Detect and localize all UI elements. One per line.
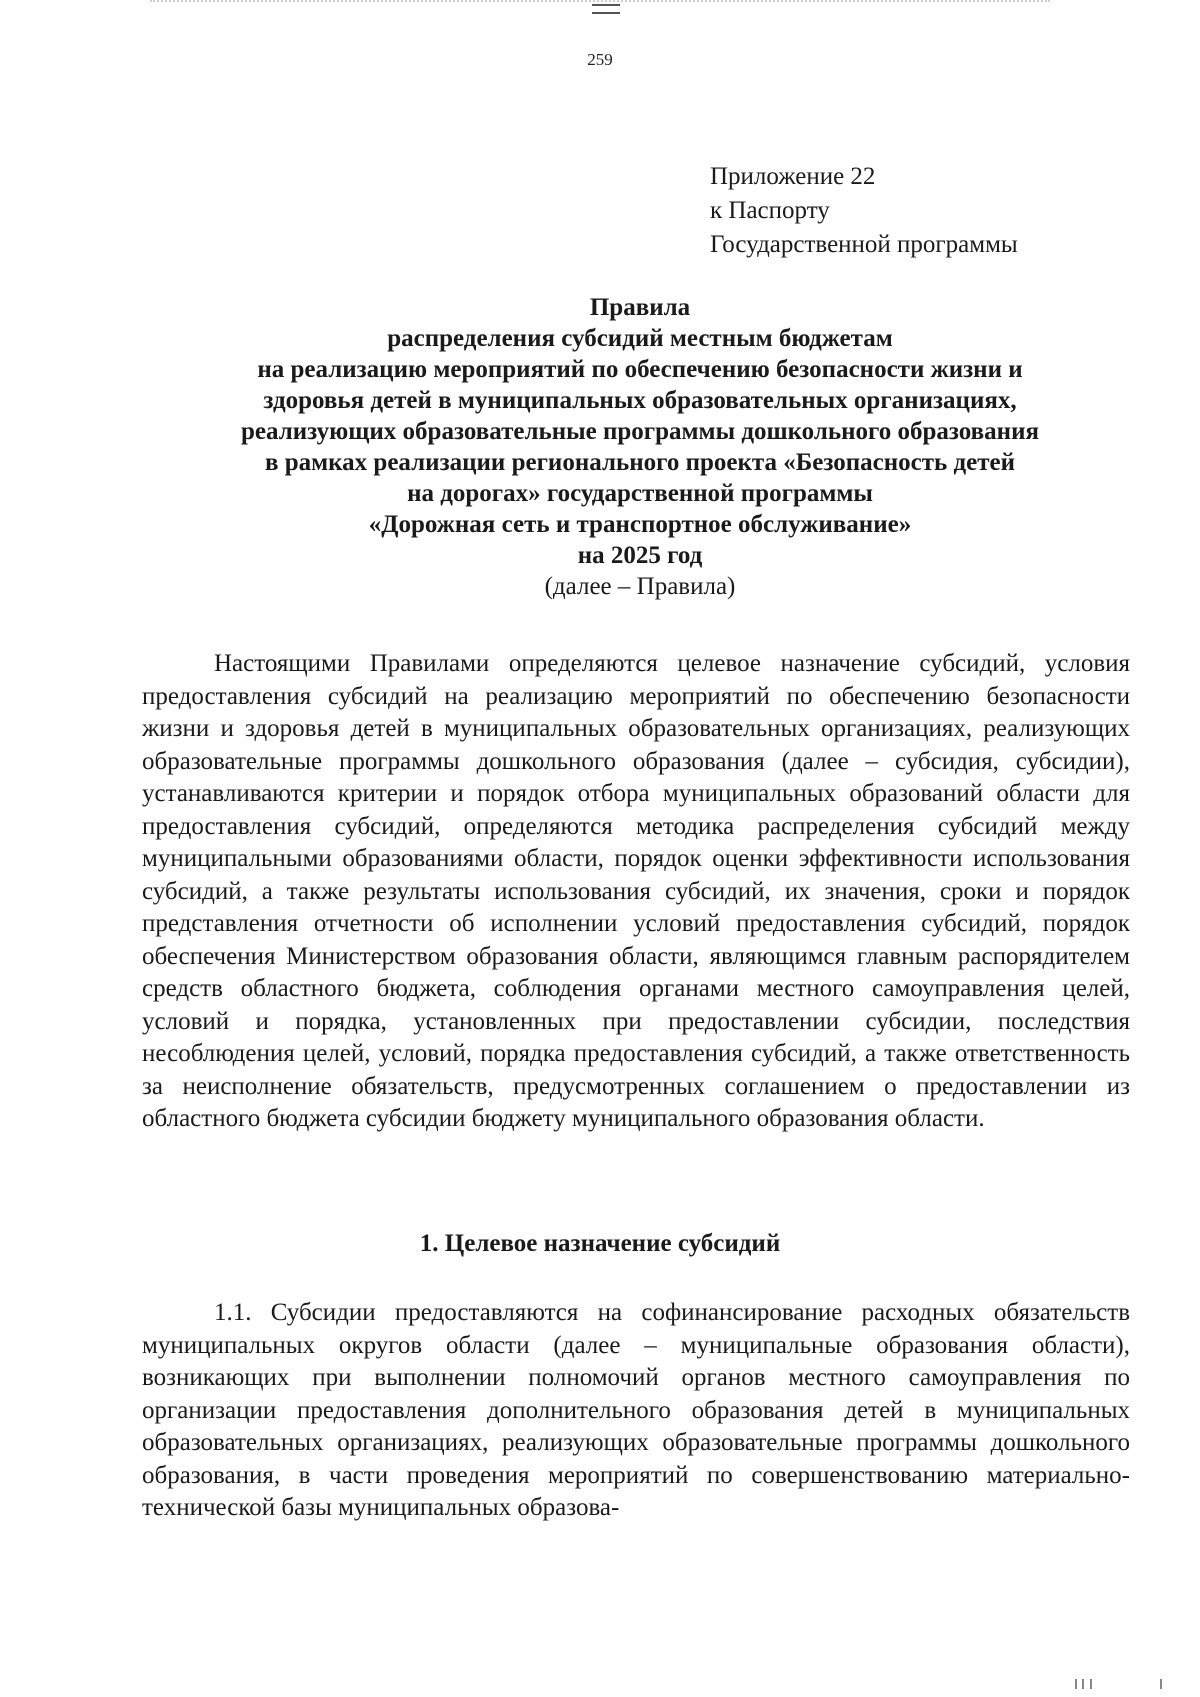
- scan-mark: [592, 4, 620, 14]
- intro-paragraph: Настоящими Правилами определяются целевое назначение субсидий, условия предоставления субсидий на реализацию мероприятий по обеспечению безопасности жизни и здоровья детей в муниципальных образовательных организациях, реализующих образовательные программы дошкольного образования (далее – субсидия, субсидии), устанавливаются критерии и порядок отбора муниципальных образований области для предоставления субсидий, определяются методика распределения субсидий между муниципальными образованиями области, порядок оценки эффективности использования субсидий, а также результаты использования субсидий, их значения, сроки и порядок представления отчетности об исполнении условий предоставления субсидий, порядок обеспечения Министерством образования области, являющимся главным распорядителем средств областного бюджета, соблюдения органами местного самоуправления целей, условий и порядка, установленных при предоставлении субсидии, последствия несоблюдения целей, условий, порядка предоставления субсидий, а также ответственность за неисполнение обязательств, предусмотренных соглашением о предоставлении из областного бюджета субсидии бюджету муниципального образования области.: [142, 650, 1130, 1132]
- appendix-line: к Паспорту: [710, 197, 830, 224]
- title-heading: Правила: [589, 294, 691, 321]
- title-line: в рамках реализации регионального проекта «Безопасность детей: [264, 449, 1016, 476]
- clause-1-1: 1.1. Субсидии предоставляются на софинансирование расходных обязательств муниципальных округов области (далее – муниципальные образования области), возникающих при выполнении полномочий органов местного самоуправления по организации предоставления дополнительного образования детей в муниципальных образовательных организациях, реализующих образовательные программы дошкольного образования, в части проведения мероприятий по совершенствованию материально-технической базы муниципальных образова-: [142, 1299, 1130, 1521]
- document-title: [200, 292, 1080, 602]
- appendix-line: Государственной программы: [710, 231, 1018, 258]
- section-heading: 1. Целевое назначение субсидий: [419, 1230, 781, 1257]
- title-line: на реализацию мероприятий по обеспечению безопасности жизни и: [257, 356, 1023, 383]
- scan-tick: [1075, 1679, 1077, 1689]
- page-number: 259: [587, 50, 613, 69]
- title-line: реализующих образовательные программы дошкольного образования: [241, 418, 1039, 445]
- title-line: «Дорожная сеть и транспортное обслуживание»: [368, 511, 912, 538]
- scan-tick: [1160, 1679, 1162, 1689]
- scan-tick: [1082, 1679, 1084, 1689]
- title-note: (далее – Правила): [544, 573, 736, 600]
- appendix-reference: [710, 160, 1018, 262]
- title-line: на 2025 год: [577, 542, 703, 569]
- scan-artifact-top: [150, 0, 1050, 16]
- title-line: на дорогах» государственной программы: [407, 480, 873, 507]
- scan-tick: [1090, 1679, 1092, 1689]
- appendix-line: Приложение 22: [710, 163, 876, 190]
- title-line: распределения субсидий местным бюджетам: [387, 325, 893, 352]
- title-line: здоровья детей в муниципальных образовательных организациях,: [263, 387, 1017, 414]
- scan-artifact-bottom: [0, 1675, 1200, 1689]
